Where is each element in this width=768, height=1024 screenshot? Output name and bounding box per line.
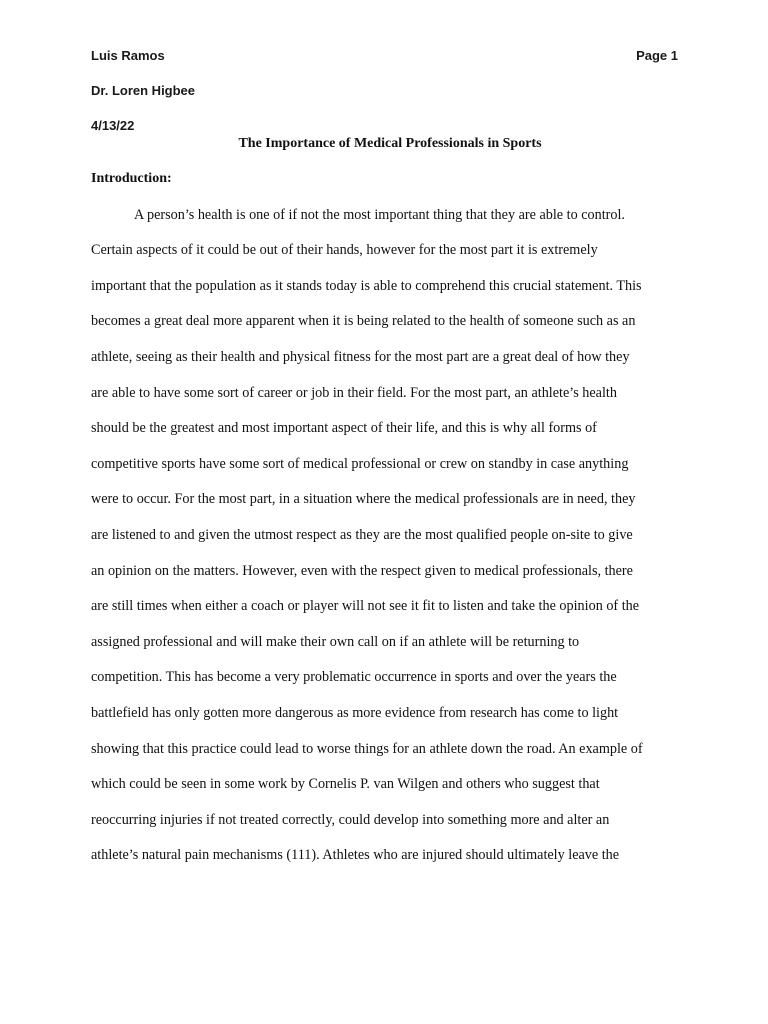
paragraph-line: important that the population as it stands today is able to comprehend this crucial statement. This — [91, 278, 642, 294]
paragraph-line: were to occur. For the most part, in a situation where the medical professionals are in need, they — [91, 491, 636, 507]
paragraph-line: Certain aspects of it could be out of their hands, however for the most part it is extremely — [91, 242, 598, 258]
paragraph-line: which could be seen in some work by Cornelis P. van Wilgen and others who suggest that — [91, 776, 600, 792]
paragraph-line: are able to have some sort of career or job in their field. For the most part, an athlete’s health — [91, 385, 617, 401]
paragraph-line: assigned professional and will make their own call on if an athlete will be returning to — [91, 634, 580, 650]
document-date: 4/13/22 — [91, 118, 135, 133]
paragraph-line: becomes a great deal more apparent when it is being related to the health of someone such as an — [91, 313, 636, 329]
instructor-name: Dr. Loren Higbee — [91, 83, 196, 98]
author-name: Luis Ramos — [91, 48, 165, 63]
paragraph-line: athlete, seeing as their health and physical fitness for the most part are a great deal of how they — [91, 349, 630, 365]
paragraph-line: showing that this practice could lead to worse things for an athlete down the road. An example of — [91, 741, 643, 757]
document-title: The Importance of Medical Professionals in Sports — [238, 136, 542, 151]
paragraph-line: reoccurring injuries if not treated correctly, could develop into something more and alter an — [91, 812, 610, 828]
paragraph-line: should be the greatest and most important aspect of their life, and this is why all forms of — [91, 420, 597, 436]
section-heading: Introduction: — [91, 171, 172, 186]
page-number: Page 1 — [636, 48, 678, 63]
paragraph-line: competitive sports have some sort of medical professional or crew on standby in case anything — [91, 456, 629, 472]
paragraph-line: athlete’s natural pain mechanisms (111). Athletes who are injured should ultimately leave the — [91, 847, 620, 863]
paragraph-line: are still times when either a coach or player will not see it fit to listen and take the opinion of the — [91, 598, 640, 614]
paragraph-line: battlefield has only gotten more dangerous as more evidence from research has come to light — [91, 705, 619, 721]
paragraph-line: competition. This has become a very problematic occurrence in sports and over the years the — [91, 669, 617, 685]
paragraph-line: are listened to and given the utmost respect as they are the most qualified people on-site to give — [91, 527, 633, 543]
paragraph-line: A person’s health is one of if not the most important thing that they are able to control. — [134, 207, 625, 223]
paragraph-line: an opinion on the matters. However, even with the respect given to medical professionals, there — [91, 563, 633, 579]
